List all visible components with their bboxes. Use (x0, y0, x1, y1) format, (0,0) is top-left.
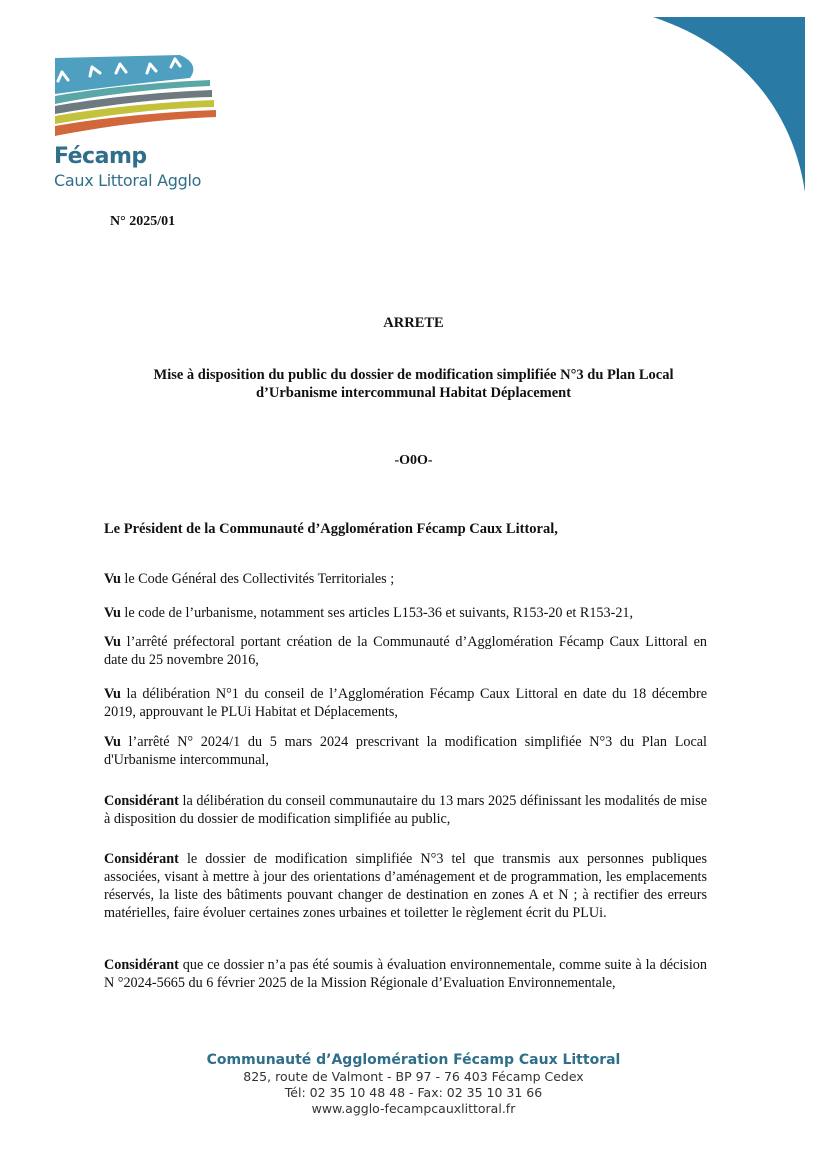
logo-emblem-icon (50, 50, 220, 145)
footer-phone: Tél: 02 35 10 48 48 - Fax: 02 35 10 31 66 (284, 1085, 543, 1100)
document-subtitle (130, 366, 697, 402)
separator: -O0O- (394, 453, 433, 468)
recital-paragraph (104, 733, 707, 769)
document-title: ARRETE (383, 315, 444, 331)
subtitle-line1: Mise à disposition du public du dossier de modification simplifiée N°3 du Plan Local (153, 367, 674, 383)
recital-keyword: Considérant (104, 851, 179, 867)
recital-keyword: Considérant (104, 957, 179, 973)
recital-paragraph (104, 685, 707, 721)
recital-keyword: Vu (104, 571, 121, 587)
reference-number: N° 2025/01 (110, 214, 176, 229)
recital-text: le dossier de modification simplifiée N°3 tel que transmis aux personnes publiques associées, visant à mettre à jour des orientations d’aménagement et de programmation, les emplacements réservés, la liste des bâtiments pouvant changer de destination en zones A et N ; à rectifier des erreurs matérielles, faire évoluer certaines zones urbaines et toiletter le règlement écrit du PLUi. (104, 851, 708, 921)
footer-address: 825, route de Valmont - BP 97 - 76 403 Fécamp Cedex (243, 1069, 584, 1084)
recital-paragraph (104, 956, 707, 992)
recital-keyword: Vu (104, 634, 121, 650)
logo-name-line1: Fécamp (54, 144, 147, 169)
recital-text: que ce dossier n’a pas été soumis à évaluation environnementale, comme suite à la décision N °2024-5665 du 6 février 2025 de la Mission Régionale d’Evaluation Environnementale, (104, 957, 707, 991)
footer-organization: Communauté d’Agglomération Fécamp Caux Littoral (206, 1052, 621, 1068)
page-footer (0, 1051, 827, 1117)
president-statement: Le Président de la Communauté d’Agglomération Fécamp Caux Littoral, (104, 521, 558, 537)
recital-keyword: Vu (104, 734, 121, 750)
recital-text: l’arrêté N° 2024/1 du 5 mars 2024 prescrivant la modification simplifiée N°3 du Plan Local d'Urbanisme intercommunal, (104, 734, 708, 768)
footer-website: www.agglo-fecampcauxlittoral.fr (311, 1101, 516, 1116)
recital-paragraph (104, 604, 707, 622)
recital-text: le Code Général des Collectivités Territoriales ; (124, 571, 395, 587)
recital-paragraph (104, 570, 707, 588)
recital-paragraph (104, 850, 707, 922)
recital-text: le code de l’urbanisme, notamment ses articles L153-36 et suivants, R153-20 et R153-21, (124, 605, 634, 621)
recital-paragraph (104, 792, 707, 828)
recital-text: la délibération du conseil communautaire du 13 mars 2025 définissant les modalités de mise à disposition du dossier de modification simplifiée au public, (104, 793, 707, 827)
agglo-logo (50, 50, 225, 200)
recital-keyword: Considérant (104, 793, 179, 809)
logo-name-line2: Caux Littoral Agglo (54, 171, 202, 190)
subtitle-line2: d’Urbanisme intercommunal Habitat Déplacement (255, 385, 572, 401)
recital-text: l’arrêté préfectoral portant création de la Communauté d’Agglomération Fécamp Caux Littoral en date du 25 novembre 2016, (104, 634, 708, 668)
recital-keyword: Vu (104, 686, 121, 702)
recital-keyword: Vu (104, 605, 121, 621)
recital-text: la délibération N°1 du conseil de l’Agglomération Fécamp Caux Littoral en date du 18 décembre 2019, approuvant le PLUi Habitat et Déplacements, (104, 686, 708, 720)
recital-paragraph (104, 633, 707, 669)
corner-decoration (653, 17, 805, 192)
